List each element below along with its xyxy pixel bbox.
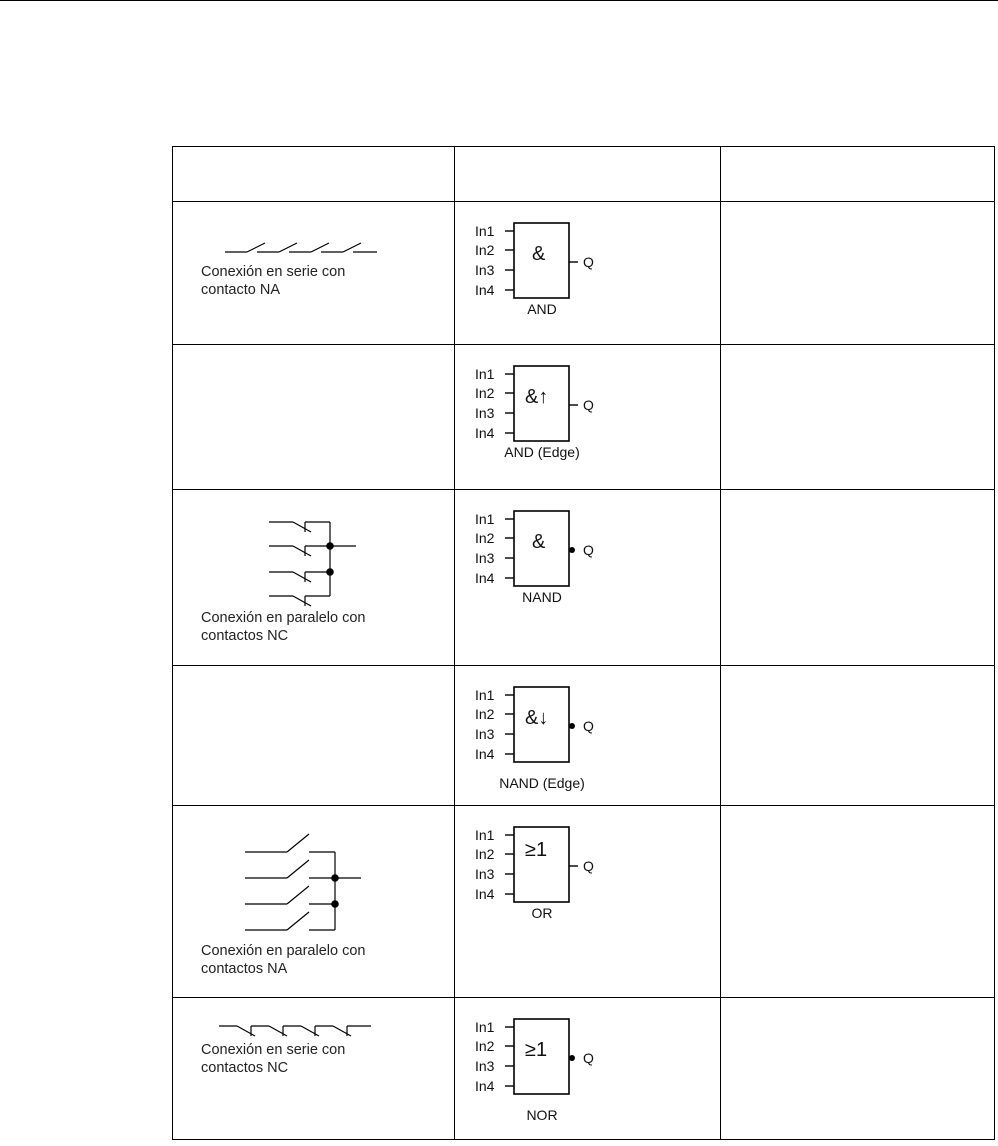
header-circuit	[173, 147, 455, 202]
circuit-caption: Conexión en paralelo con	[201, 943, 366, 959]
circuit-cell	[173, 345, 455, 490]
circuit-caption: contactos NC	[201, 628, 289, 644]
circuit-caption: Conexión en serie con	[201, 264, 346, 280]
circuit-cell	[173, 202, 455, 345]
header-description	[721, 147, 995, 202]
output-label: Q	[583, 542, 594, 558]
gate-label: OR	[531, 905, 553, 921]
circuit-cell	[173, 666, 455, 806]
nor-gate-symbol	[455, 998, 721, 1140]
negation-dot	[569, 1055, 575, 1061]
block-cell	[455, 998, 721, 1140]
block-cell	[455, 345, 721, 490]
circuit-caption: contactos NA	[201, 961, 288, 977]
input-label: In3	[475, 262, 495, 278]
circuit-caption: Conexión en serie con	[201, 1042, 346, 1058]
gate-symbol: ≥1	[525, 1039, 548, 1061]
table-row	[173, 345, 995, 490]
and-edge-gate-symbol	[455, 345, 721, 490]
table-row	[173, 998, 995, 1140]
gate-symbol: &	[532, 243, 546, 265]
input-label: In2	[475, 530, 495, 546]
circuit-caption: contacto NA	[201, 282, 280, 298]
negation-dot	[569, 723, 575, 729]
block-cell	[455, 806, 721, 998]
parallel-no-contacts-diagram	[173, 824, 455, 954]
input-label: In2	[475, 706, 495, 722]
gate-symbol: &↑	[525, 386, 549, 408]
or-gate-symbol	[455, 806, 721, 998]
description-cell	[721, 490, 995, 666]
logic-blocks-table	[172, 146, 995, 1140]
gate-symbol: ≥1	[525, 839, 548, 861]
output-label: Q	[583, 718, 594, 734]
description-cell	[721, 998, 995, 1140]
output-label: Q	[583, 1050, 594, 1066]
gate-label: NAND	[522, 589, 562, 605]
description-cell	[721, 345, 995, 490]
table-row	[173, 202, 995, 345]
input-label: In3	[475, 550, 495, 566]
description-cell	[721, 666, 995, 806]
input-label: In4	[475, 1078, 495, 1094]
nand-edge-gate-symbol	[455, 666, 721, 806]
input-label: In1	[475, 511, 495, 527]
top-rule	[0, 0, 998, 1]
gate-label: NOR	[526, 1107, 558, 1123]
gate-symbol: &↓	[525, 707, 549, 729]
input-label: In3	[475, 405, 495, 421]
input-label: In1	[475, 687, 495, 703]
circuit-cell	[173, 806, 455, 998]
input-label: In2	[475, 385, 495, 401]
description-cell	[721, 202, 995, 345]
circuit-caption: Conexión en paralelo con	[201, 610, 366, 626]
output-label: Q	[583, 397, 594, 413]
circuit-cell	[173, 998, 455, 1140]
input-label: In1	[475, 366, 495, 382]
input-label: In3	[475, 866, 495, 882]
table-row	[173, 490, 995, 666]
table-row	[173, 666, 995, 806]
header-block	[455, 147, 721, 202]
block-cell	[455, 202, 721, 345]
input-label: In1	[475, 223, 495, 239]
input-label: In1	[475, 827, 495, 843]
input-label: In4	[475, 746, 495, 762]
negation-dot	[569, 547, 575, 553]
input-label: In2	[475, 846, 495, 862]
description-cell	[721, 806, 995, 998]
circuit-caption: contactos NC	[201, 1060, 289, 1076]
block-cell	[455, 490, 721, 666]
input-label: In2	[475, 242, 495, 258]
input-label: In4	[475, 570, 495, 586]
nand-gate-symbol	[455, 490, 721, 666]
parallel-nc-contacts-diagram	[173, 512, 455, 622]
input-label: In4	[475, 425, 495, 441]
input-label: In2	[475, 1038, 495, 1054]
output-label: Q	[583, 254, 594, 270]
gate-label: AND (Edge)	[504, 444, 580, 460]
input-label: In4	[475, 886, 495, 902]
and-gate-symbol	[455, 202, 721, 345]
gate-symbol: &	[532, 531, 546, 553]
circuit-cell	[173, 490, 455, 666]
input-label: In4	[475, 282, 495, 298]
input-label: In3	[475, 726, 495, 742]
block-cell	[455, 666, 721, 806]
table-header-row	[173, 147, 995, 202]
input-label: In3	[475, 1058, 495, 1074]
input-label: In1	[475, 1019, 495, 1035]
gate-label: NAND (Edge)	[499, 775, 585, 791]
table-row	[173, 806, 995, 998]
gate-label: AND	[527, 301, 557, 317]
output-label: Q	[583, 858, 594, 874]
